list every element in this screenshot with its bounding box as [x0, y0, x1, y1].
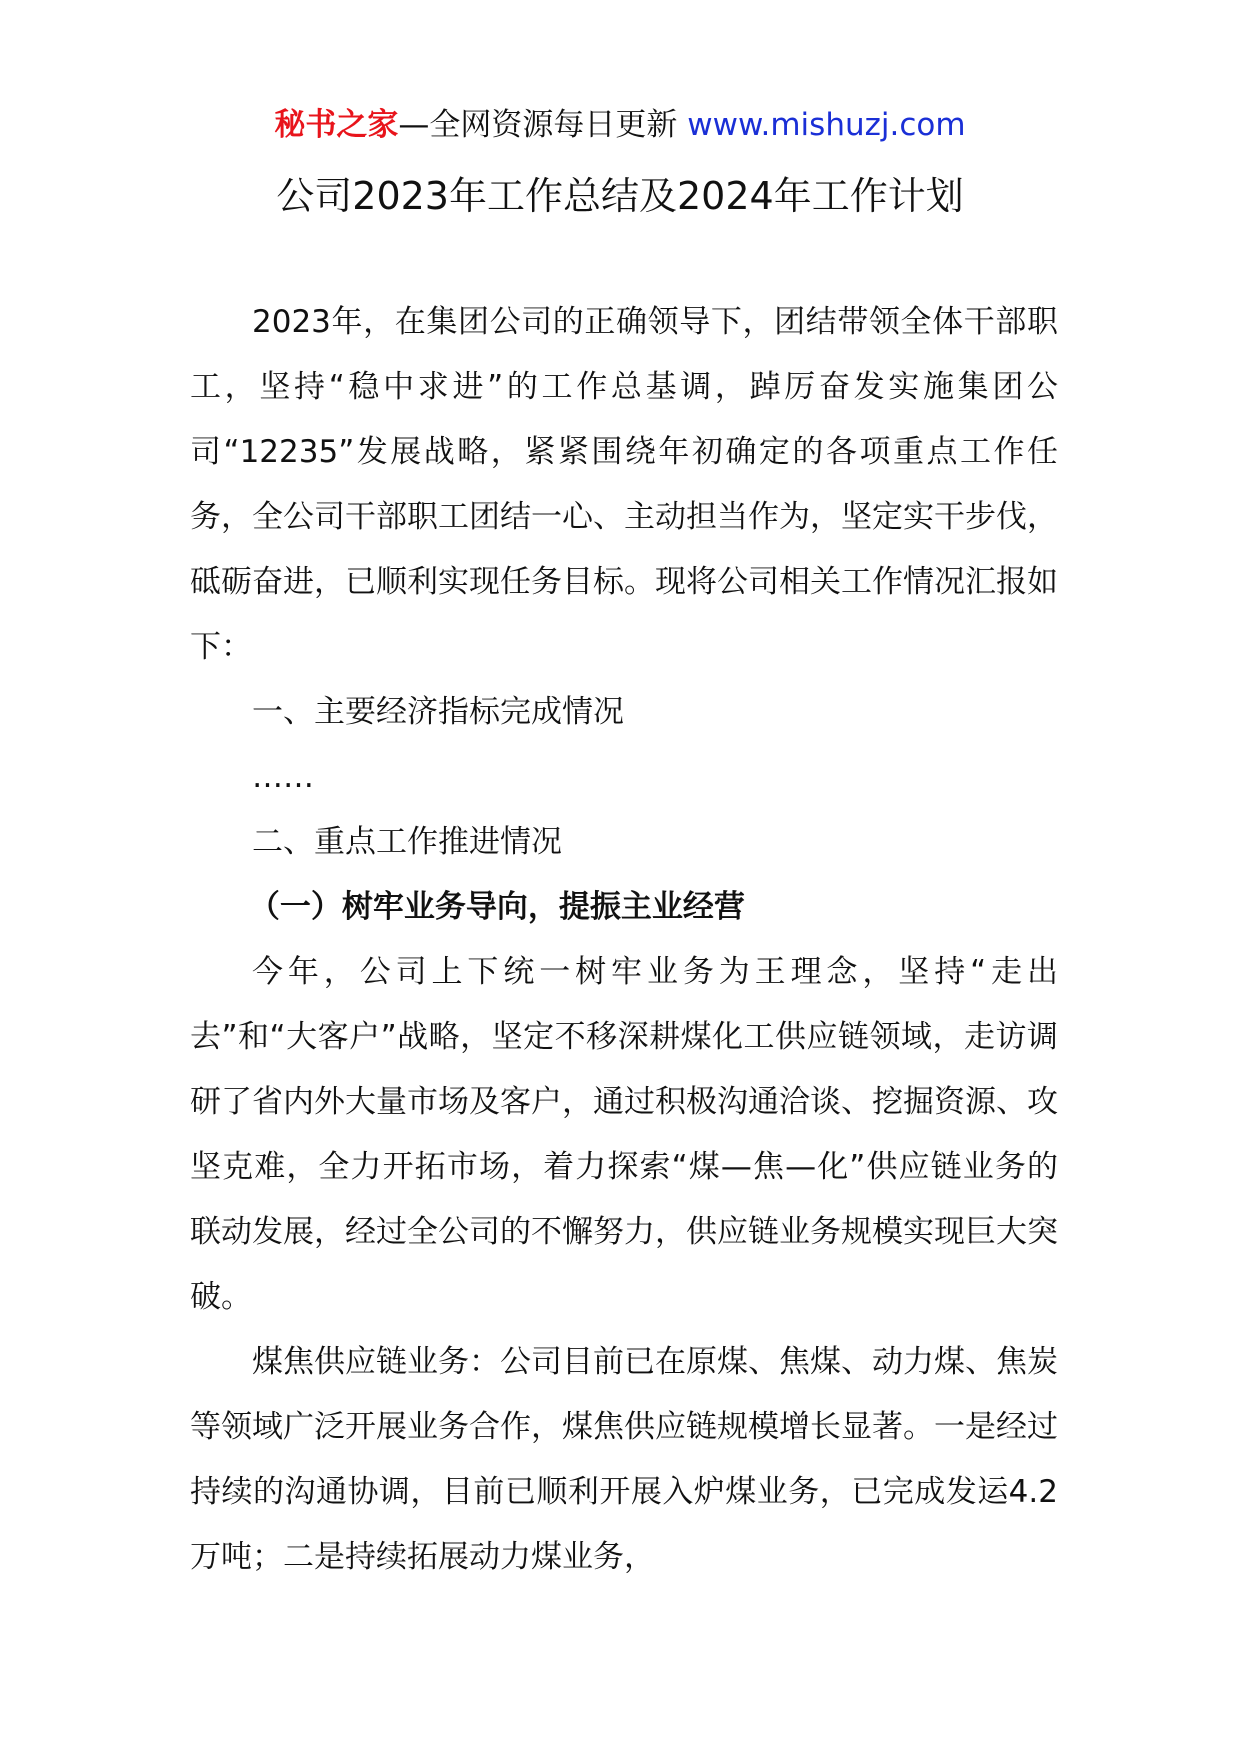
subsection-heading-1: （一）树牢业务导向，提振主业经营	[248, 889, 745, 925]
document-title: 公司2023年工作总结及2024年工作计划	[276, 174, 964, 218]
header-tagline: —全网资源每日更新	[398, 107, 678, 143]
intro-paragraph: 2023年，在集团公司的正确领导下，团结带领全体干部职工，坚持“稳中求进”的工作总基调，踔厉奋发实施集团公司“12235”发展战略，紧紧围绕年初确定的各项重点工作任务，全公司干部职工团结一心、主动担当作为，坚定实干步伐，砥砺奋进，已顺利实现任务目标。现将公司相关工作情况汇报如下：	[190, 304, 1058, 665]
section-ellipsis: ……	[252, 759, 314, 795]
document-body	[190, 290, 1058, 1590]
section-heading-2: 二、重点工作推进情况	[252, 824, 562, 860]
brand-name: 秘书之家	[274, 107, 399, 143]
site-url: www.mishuzj.com	[687, 107, 966, 143]
watermark-header	[0, 100, 1240, 150]
body-paragraph-2: 今年，公司上下统一树牢业务为王理念，坚持“走出去”和“大客户”战略，坚定不移深耕煤化工供应链领域，走访调研了省内外大量市场及客户，通过积极沟通洽谈、挖掘资源、攻坚克难，全力开拓市场，着力探索“煤—焦—化”供应链业务的联动发展，经过全公司的不懈努力，供应链业务规模实现巨大突破。	[190, 954, 1058, 1315]
section-heading-1: 一、主要经济指标完成情况	[252, 694, 624, 730]
body-paragraph-3: 煤焦供应链业务：公司目前已在原煤、焦煤、动力煤、焦炭等领域广泛开展业务合作，煤焦供应链规模增长显著。一是经过持续的沟通协调，目前已顺利开展入炉煤业务，已完成发运4.2万吨；二是持续拓展动力煤业务，	[190, 1344, 1058, 1575]
